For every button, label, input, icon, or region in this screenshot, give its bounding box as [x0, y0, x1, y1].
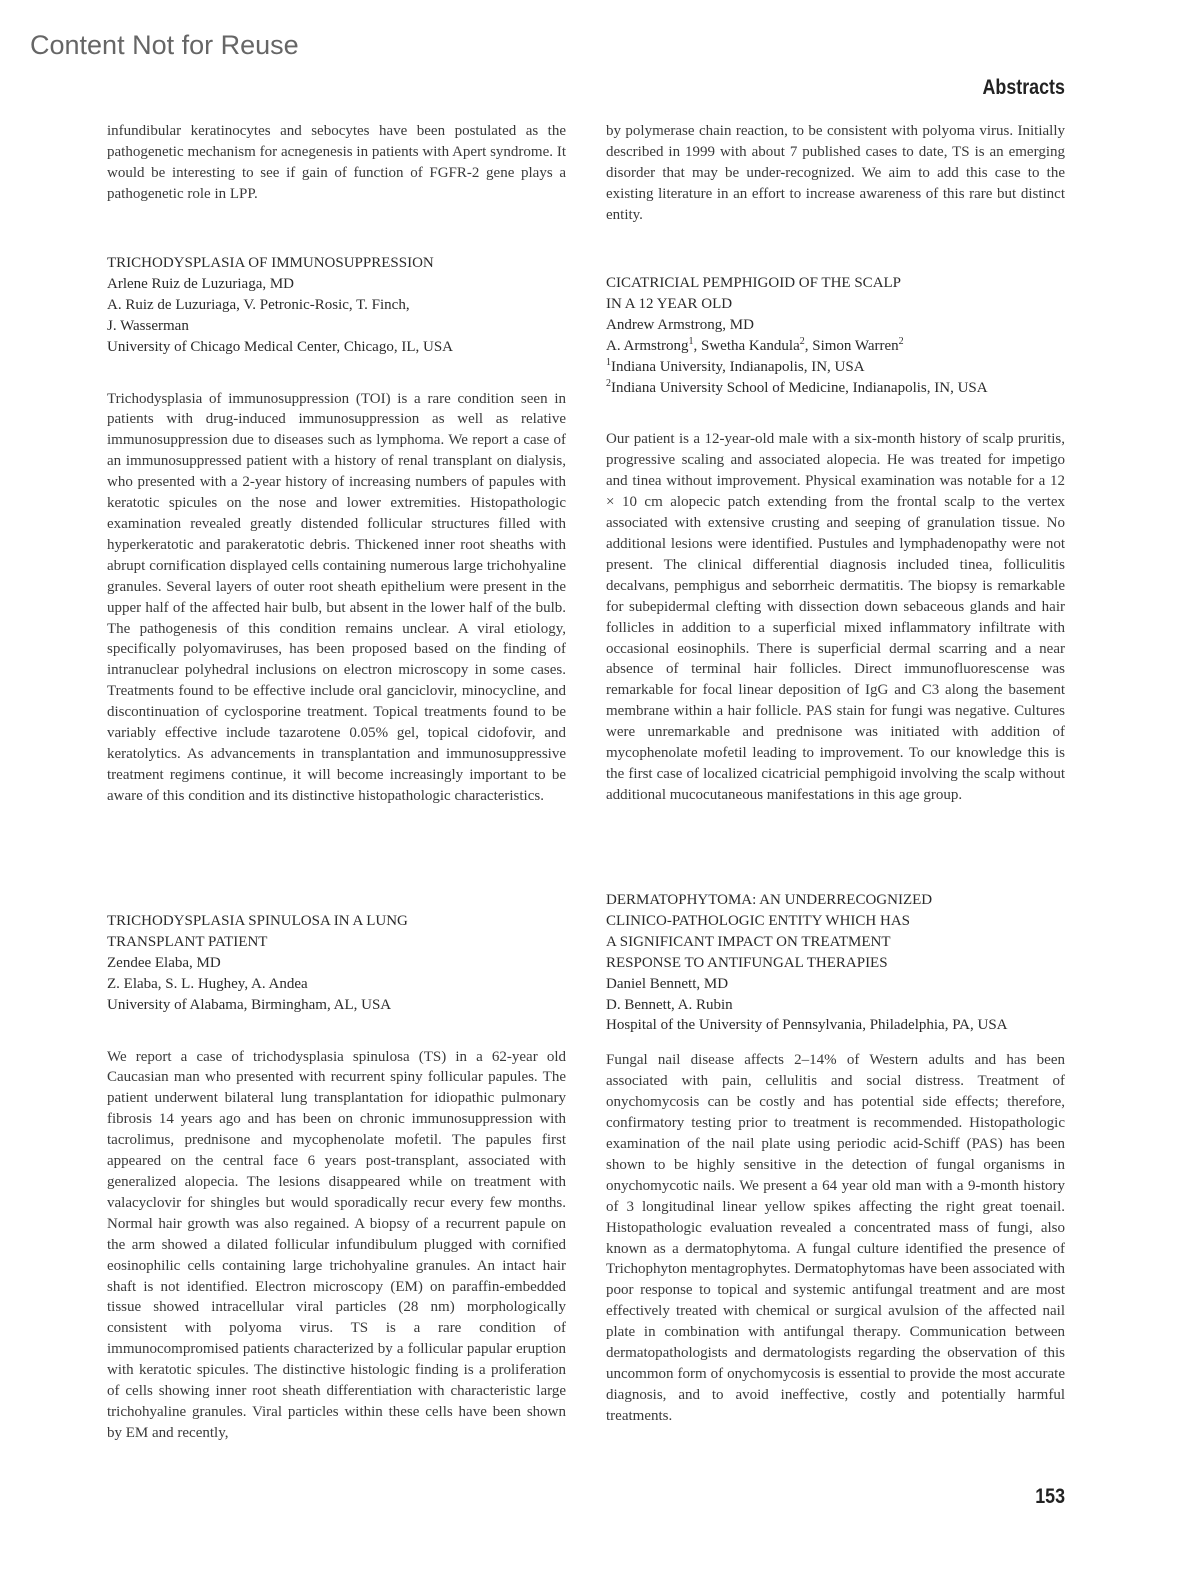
affiliation-sup: 1 — [606, 356, 611, 368]
affiliation: University of Chicago Medical Center, Chicago, IL, USA — [107, 338, 453, 355]
presenter: Andrew Armstrong, MD — [606, 316, 754, 333]
abstract-title: DERMATOPHYTOMA: AN UNDERRECOGNIZED — [606, 892, 933, 908]
abstract-title: CICATRICIAL PEMPHIGOID OF THE SCALP — [606, 275, 902, 291]
abstract-body: We report a case of trichodysplasia spinulosa (TS) in a 62-year old Caucasian man who presented with recurrent spiny follicular papules. The patient underwent bilateral lung transplantation for idiopathic pulmonary fibrosis 14 years ago and has been on chronic immunosuppression with tacrolimus, prednisone and mycophenolate mofetil. The papules first appeared on the central face 6 years post-transplant, associated with generalized alopecia. The lesions disappeared while on treatment with valacyclovir for shingles but would sporadically recur every few months. Normal hair growth was also regained. A biopsy of a recurrent papule on the arm showed a dilated follicular infundibulum plugged with cornified eosinophilic cells containing large trichohyaline granules. An intact hair shaft is not identified. Electron microscopy (EM) on paraffin-embedded tissue showed intracellular viral particles (28 nm) morphologically consistent with polyoma virus. TS is a rare condition of immunocompromised patients characterized by a follicular papular eruption with keratotic spicules. The distinctive histologic finding is a proliferation of cells showing inner root sheath differentiation with characteristic large trichohyaline granules. Viral particles within these cells have been shown by EM and recently, — [107, 1048, 566, 1441]
left-intro-paragraph — [107, 121, 566, 205]
affiliation: University of Alabama, Birmingham, AL, USA — [107, 996, 392, 1013]
authors: Z. Elaba, S. L. Hughey, A. Andea — [107, 975, 308, 992]
affiliation-text: Indiana University, Indianapolis, IN, USA — [611, 358, 865, 375]
author: Swetha Kandula — [701, 337, 800, 354]
author: Simon Warren — [812, 337, 899, 354]
section-header: Abstracts — [982, 76, 1065, 99]
paragraph: infundibular keratinocytes and sebocytes have been postulated as the pathogenetic mechanism for acnegenesis in patients with Apert syndrome. It would be interesting to see if gain of function of FGFR-2 gene plays a pathogenetic role in LPP. — [107, 123, 566, 202]
author: A. Armstrong — [606, 337, 689, 354]
affiliation — [606, 357, 1065, 378]
abstract-title: IN A 12 YEAR OLD — [606, 295, 733, 312]
author-sup: 1 — [688, 335, 694, 347]
abstract-title: CLINICO-PATHOLOGIC ENTITY WHICH HAS — [606, 912, 911, 929]
authors: A. Ruiz de Luzuriaga, V. Petronic-Rosic, T. Finch, — [107, 296, 410, 313]
abstract-cicatricial-pemphigoid — [606, 273, 1065, 806]
abstract-title: A SIGNIFICANT IMPACT ON TREATMENT — [606, 933, 891, 950]
watermark: Content Not for Reuse — [30, 30, 299, 60]
affiliation: Hospital of the University of Pennsylvania, Philadelphia, PA, USA — [606, 1017, 1008, 1034]
abstract-dermatophytoma — [606, 890, 1065, 1427]
page-number: 153 — [1035, 1485, 1065, 1508]
authors: A. Armstrong$^1$, Swetha Kandula$^2$, Simon Warren$^2$ — [606, 335, 904, 354]
abstract-title: TRICHODYSPLASIA SPINULOSA IN A LUNG — [107, 913, 408, 929]
presenter: Arlene Ruiz de Luzuriaga, MD — [107, 275, 295, 292]
author-sup: 2 — [898, 335, 904, 347]
abstract-body: Trichodysplasia of immunosuppression (TOI) is a rare condition seen in patients with drug-induced immunosuppression as well as relative immunosuppression due to diseases such as lymphoma. We report a case of an immunosuppressed patient with a history of renal transplant on dialysis, who presented with a 2-year history of increasing numbers of papules with keratotic spicules on the nose and lower extremities. Histopathologic examination revealed greatly distended follicular structures filled with hyperkeratotic and parakeratotic debris. Thickened inner root sheaths with abrupt cornification displayed cells containing numerous large trichohyaline granules. Several layers of outer root sheath epithelium were present in the upper half of the affected hair bulb, but absent in the lower half of the bulb. The pathogenesis of this condition remains unclear. A viral etiology, specifically polyomaviruses, has been proposed based on the finding of intranuclear polyhedral inclusions on electron microscopy in some cases. Treatments found to be effective include oral ganciclovir, minocycline, and discontinuation of cyclosporine treatment. Topical treatments found to be variably effective include tazarotene 0.05% gel, topical cidofovir, and keratolytics. As advancements in transplantation and immunosuppressive treatment regimens continue, it will become increasingly important to be aware of this condition and its distinctive histopathologic characteristics. — [107, 390, 566, 804]
abstract-body: Fungal nail disease affects 2–14% of Western adults and has been associated with pain, cellulitis and social distress. Treatment of onychomycosis can be costly and has potential side effects; therefore, confirmatory testing prior to treatment is recommended. Histopathologic examination of the nail plate using periodic acid-Schiff (PAS) has been shown to be highly sensitive in the detection of fungal organisms in onychomycotic nails. We present a 64 year old man with a 9-month history of 3 longitudinal linear yellow spikes affecting the right great toenail. Histopathologic evaluation revealed a concentrated mass of fungi, also known as a dermatophytoma. A fungal culture identified the presence of Trichophyton mentagrophytes. Dermatophytomas have been associated with poor response to topical and systemic antifungal treatment and are most effectively treated with chemical or surgical avulsion of the affected nail plate in combination with antifungal therapy. Communication between dermatopathologists and dermatologists regarding the observation of this uncommon form of onychomycosis is essential to provide the most accurate diagnosis, and to avoid ineffective, costly and potentially harmful treatments. — [606, 1052, 1065, 1424]
abstract-title: TRANSPLANT PATIENT — [107, 933, 268, 950]
authors: D. Bennett, A. Rubin — [606, 996, 733, 1013]
abstract-toi — [107, 253, 566, 807]
abstract-body: Our patient is a 12-year-old male with a six-month history of scalp pruritis, progressive scaling and associated alopecia. He was treated for impetigo and tinea without improvement. Physical examination was notable for a 12 × 10 cm alopecic patch extending from the frontal scalp to the vertex associated with extensive crusting and seeping of granulation tissue. No additional lesions were identified. Pustules and lymphadenopathy were not present. The clinical differential diagnosis included tinea, folliculitis decalvans, pemphigus and seborrheic dermatitis. The biopsy is remarkable for subepidermal clefting with dissection down sebaceous glands and hair follicles in addition to a superficial mixed inflammatory infiltrate with occasional eosinophils. There is superficial dermal scarring and a near absence of terminal hair follicles. Direct immunofluorescense was remarkable for focal linear deposition of IgG and C3 along the basement membrane within a hair follicle. PAS stain for fungi was negative. Cultures were unremarkable and prednisone was initiated with addition of mycophenolate mofetil leading to improvement. To our knowledge this is the first case of localized cicatricial pemphigoid involving the scalp without additional mucocutaneous manifestations in this age group. — [606, 431, 1065, 803]
affiliation — [606, 378, 1065, 399]
affiliation-text: Indiana University School of Medicine, Indianapolis, IN, USA — [611, 379, 988, 396]
abstract-title: TRICHODYSPLASIA OF IMMUNOSUPPRESSION — [107, 255, 434, 271]
right-intro-paragraph — [606, 121, 1065, 226]
author-sup: 2 — [799, 335, 805, 347]
authors: J. Wasserman — [107, 317, 189, 334]
presenter: Zendee Elaba, MD — [107, 954, 221, 971]
abstract-title: RESPONSE TO ANTIFUNGAL THERAPIES — [606, 954, 888, 971]
presenter: Daniel Bennett, MD — [606, 975, 729, 992]
affiliation-sup: 2 — [606, 377, 611, 389]
abstract-ts — [107, 911, 566, 1444]
paragraph: by polymerase chain reaction, to be consistent with polyoma virus. Initially described in 1999 with about 7 published cases to date, TS is an emerging disorder that may be under-recognized. We aim to add this case to the existing literature in an effort to increase awareness of this rare but distinct entity. — [606, 123, 1065, 223]
